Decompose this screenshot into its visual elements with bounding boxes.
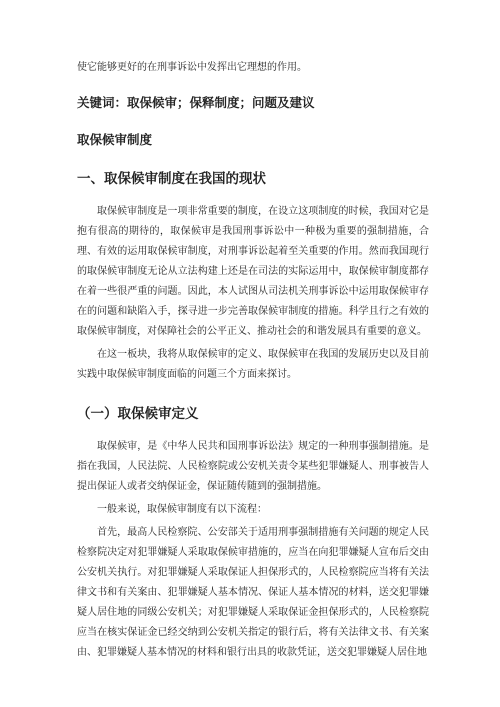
document-body bbox=[77, 58, 429, 663]
subsection-heading-1: （一）取保候审定义 bbox=[77, 406, 199, 422]
subsection1-paragraph-2: 一般来说，取保候审制度有以下流程： bbox=[97, 504, 267, 515]
document-title: 取保候审制度 bbox=[77, 132, 153, 147]
subsection1-paragraph-3: 首先，最高人民检察院、公安部关于适用刑事强制措施有关问题的规定人民检察院决定对犯罪嫌疑人采取取保候审措施的，应当在向犯罪嫌疑人宣布后交由公安机关执行。对犯罪嫌疑人采取保证人担保形式的，人民检察院应当将有关法律文书和有关案由、犯罪嫌疑人基本情况、保证人基本情况的材料，送交犯罪嫌疑人居住地的同级公安机关；对犯罪嫌疑人采取保证金担保形式的，人民检察院应当在核实保证金已经交纳到公安机关指定的银行后，将有关法律文书、有关案由、犯罪嫌疑人基本情况的材料和银行出具的收款凭证，送交犯罪嫌疑人居住地 bbox=[77, 527, 429, 658]
section1-paragraph-1: 取保候审制度是一项非常重要的制度，在设立这项制度的时候，我国对它是抱有很高的期待的，取保候审是我国刑事诉讼中一种极为重要的强制措施，合理、有效的运用取保候审制度，对刑事诉讼起着至关重要的作用。然而我国现行的取保候审制度无论从立法构建上还是在司法的实际运用中，取保候审制度都存在着一些很严重的问题。因此，本人试图从司法机关刑事诉讼中运用取保候审存在的问题和缺陷入手，探寻进一步完善取保候审制度的措施。科学且行之有效的取保候审制度，对保障社会的公平正义、推动社会的和谐发展具有重要的意义。 bbox=[77, 206, 429, 337]
section1-paragraph-2: 在这一板块，我将从取保候审的定义、取保候审在我国的发展历史以及目前实践中取保候审制度面临的问题三个方面来探讨。 bbox=[77, 349, 429, 380]
keywords-line: 关键词：取保候审；保释制度；问题及建议 bbox=[77, 95, 315, 110]
section-heading-1: 一、取保候审制度在我国的现状 bbox=[77, 171, 266, 187]
subsection1-paragraph-1: 取保候审，是《中华人民共和国刑事诉讼法》规定的一种刑事强制措施。是指在我国，人民法院、人民检察院或公安机关责令某些犯罪嫌疑人、刑事被告人提出保证人或者交纳保证金，保证随传随到的强制措施。 bbox=[77, 441, 429, 492]
intro-tail-paragraph: 使它能够更好的在刑事诉讼中发挥出它理想的作用。 bbox=[77, 62, 307, 73]
